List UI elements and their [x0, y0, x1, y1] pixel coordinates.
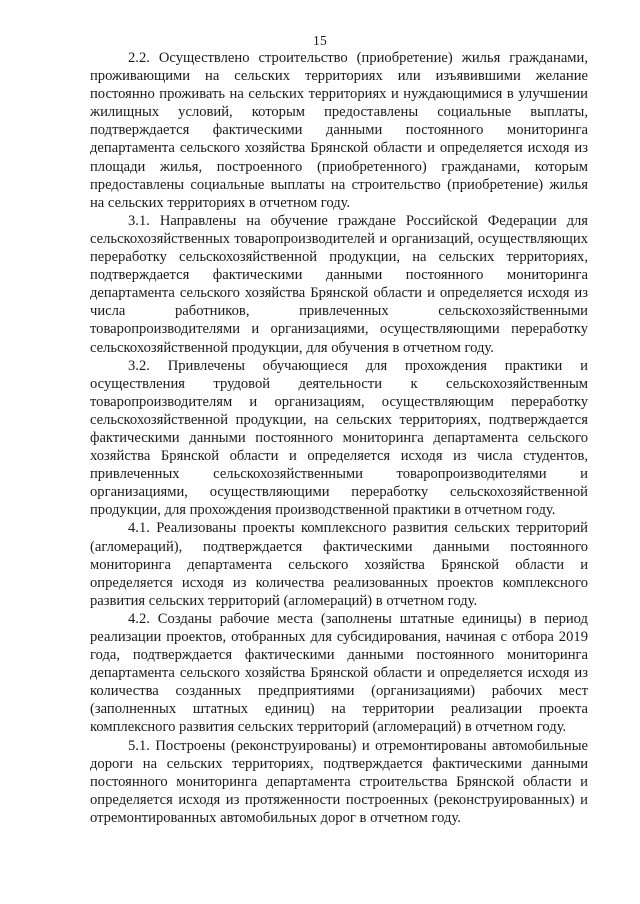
page-number: 15: [313, 33, 327, 48]
paragraph-4-2: 4.2. Созданы рабочие места (заполнены штатные единицы) в период реализации проектов, отобранных для субсидирования, начиная с отбора 2019 года, подтверждается фактическими данными постоянного мониторинга департамента сельского хозяйства Брянской области и определяется исходя из количества созданных предприятиями (организациями) рабочих мест (заполненных штатных единиц) на территории реализации проекта комплексного развития сельских территорий (агломераций) в отчетном году.: [90, 610, 588, 736]
document-body: [90, 49, 588, 827]
paragraph-3-2: 3.2. Привлечены обучающиеся для прохождения практики и осуществления трудовой деятельности к сельскохозяйственным товаропроизводителям и организациям, осуществляющим переработку сельскохозяйственной продукции, на сельских территориях, подтверждается фактическими данными постоянного мониторинга департамента сельского хозяйства Брянской области и определяется исходя из числа студентов, привлеченных сельскохозяйственными товаропроизводителями и организациями, осуществляющими переработку сельскохозяйственной продукции, для прохождения производственной практики в отчетном году.: [90, 357, 588, 519]
paragraph-3-1: 3.1. Направлены на обучение граждане Российской Федерации для сельскохозяйственных товаропроизводителей и организаций, осуществляющих переработку сельскохозяйственной продукции, на сельских территориях, подтверждается фактическими данными постоянного мониторинга департамента сельского хозяйства Брянской области и определяется исходя из числа работников, привлеченных сельскохозяйственными товаропроизводителями и организациями, осуществляющими переработку сельскохозяйственной продукции, для обучения в отчетном году.: [90, 212, 588, 356]
paragraph-5-1: 5.1. Построены (реконструированы) и отремонтированы автомобильные дороги на сельских территориях, подтверждается фактическими данными постоянного мониторинга департамента строительства Брянской области и определяется исходя из протяженности построенных (реконструированных) и отремонтированных автомобильных дорог в отчетном году.: [90, 737, 588, 826]
paragraph-4-1: 4.1. Реализованы проекты комплексного развития сельских территорий (агломераций), подтверждается фактическими данными постоянного мониторинга департамента сельского хозяйства Брянской области и определяется исходя из количества реализованных проектов комплексного развития сельских территорий (агломераций) в отчетном году.: [90, 520, 588, 609]
paragraph-2-2: 2.2. Осуществлено строительство (приобретение) жилья гражданами, проживающими на сельских территориях или изъявившими желание постоянно проживать на сельских территориях и нуждающимися в улучшении жилищных условий, которым предоставлены социальные выплаты, подтверждается фактическими данными постоянного мониторинга департамента сельского хозяйства Брянской области и определяется исходя из площади жилья, построенного (приобретенного) гражданами, которым предоставлены социальные выплаты на строительство (приобретение) жилья на сельских территориях в отчетном году.: [90, 50, 588, 211]
